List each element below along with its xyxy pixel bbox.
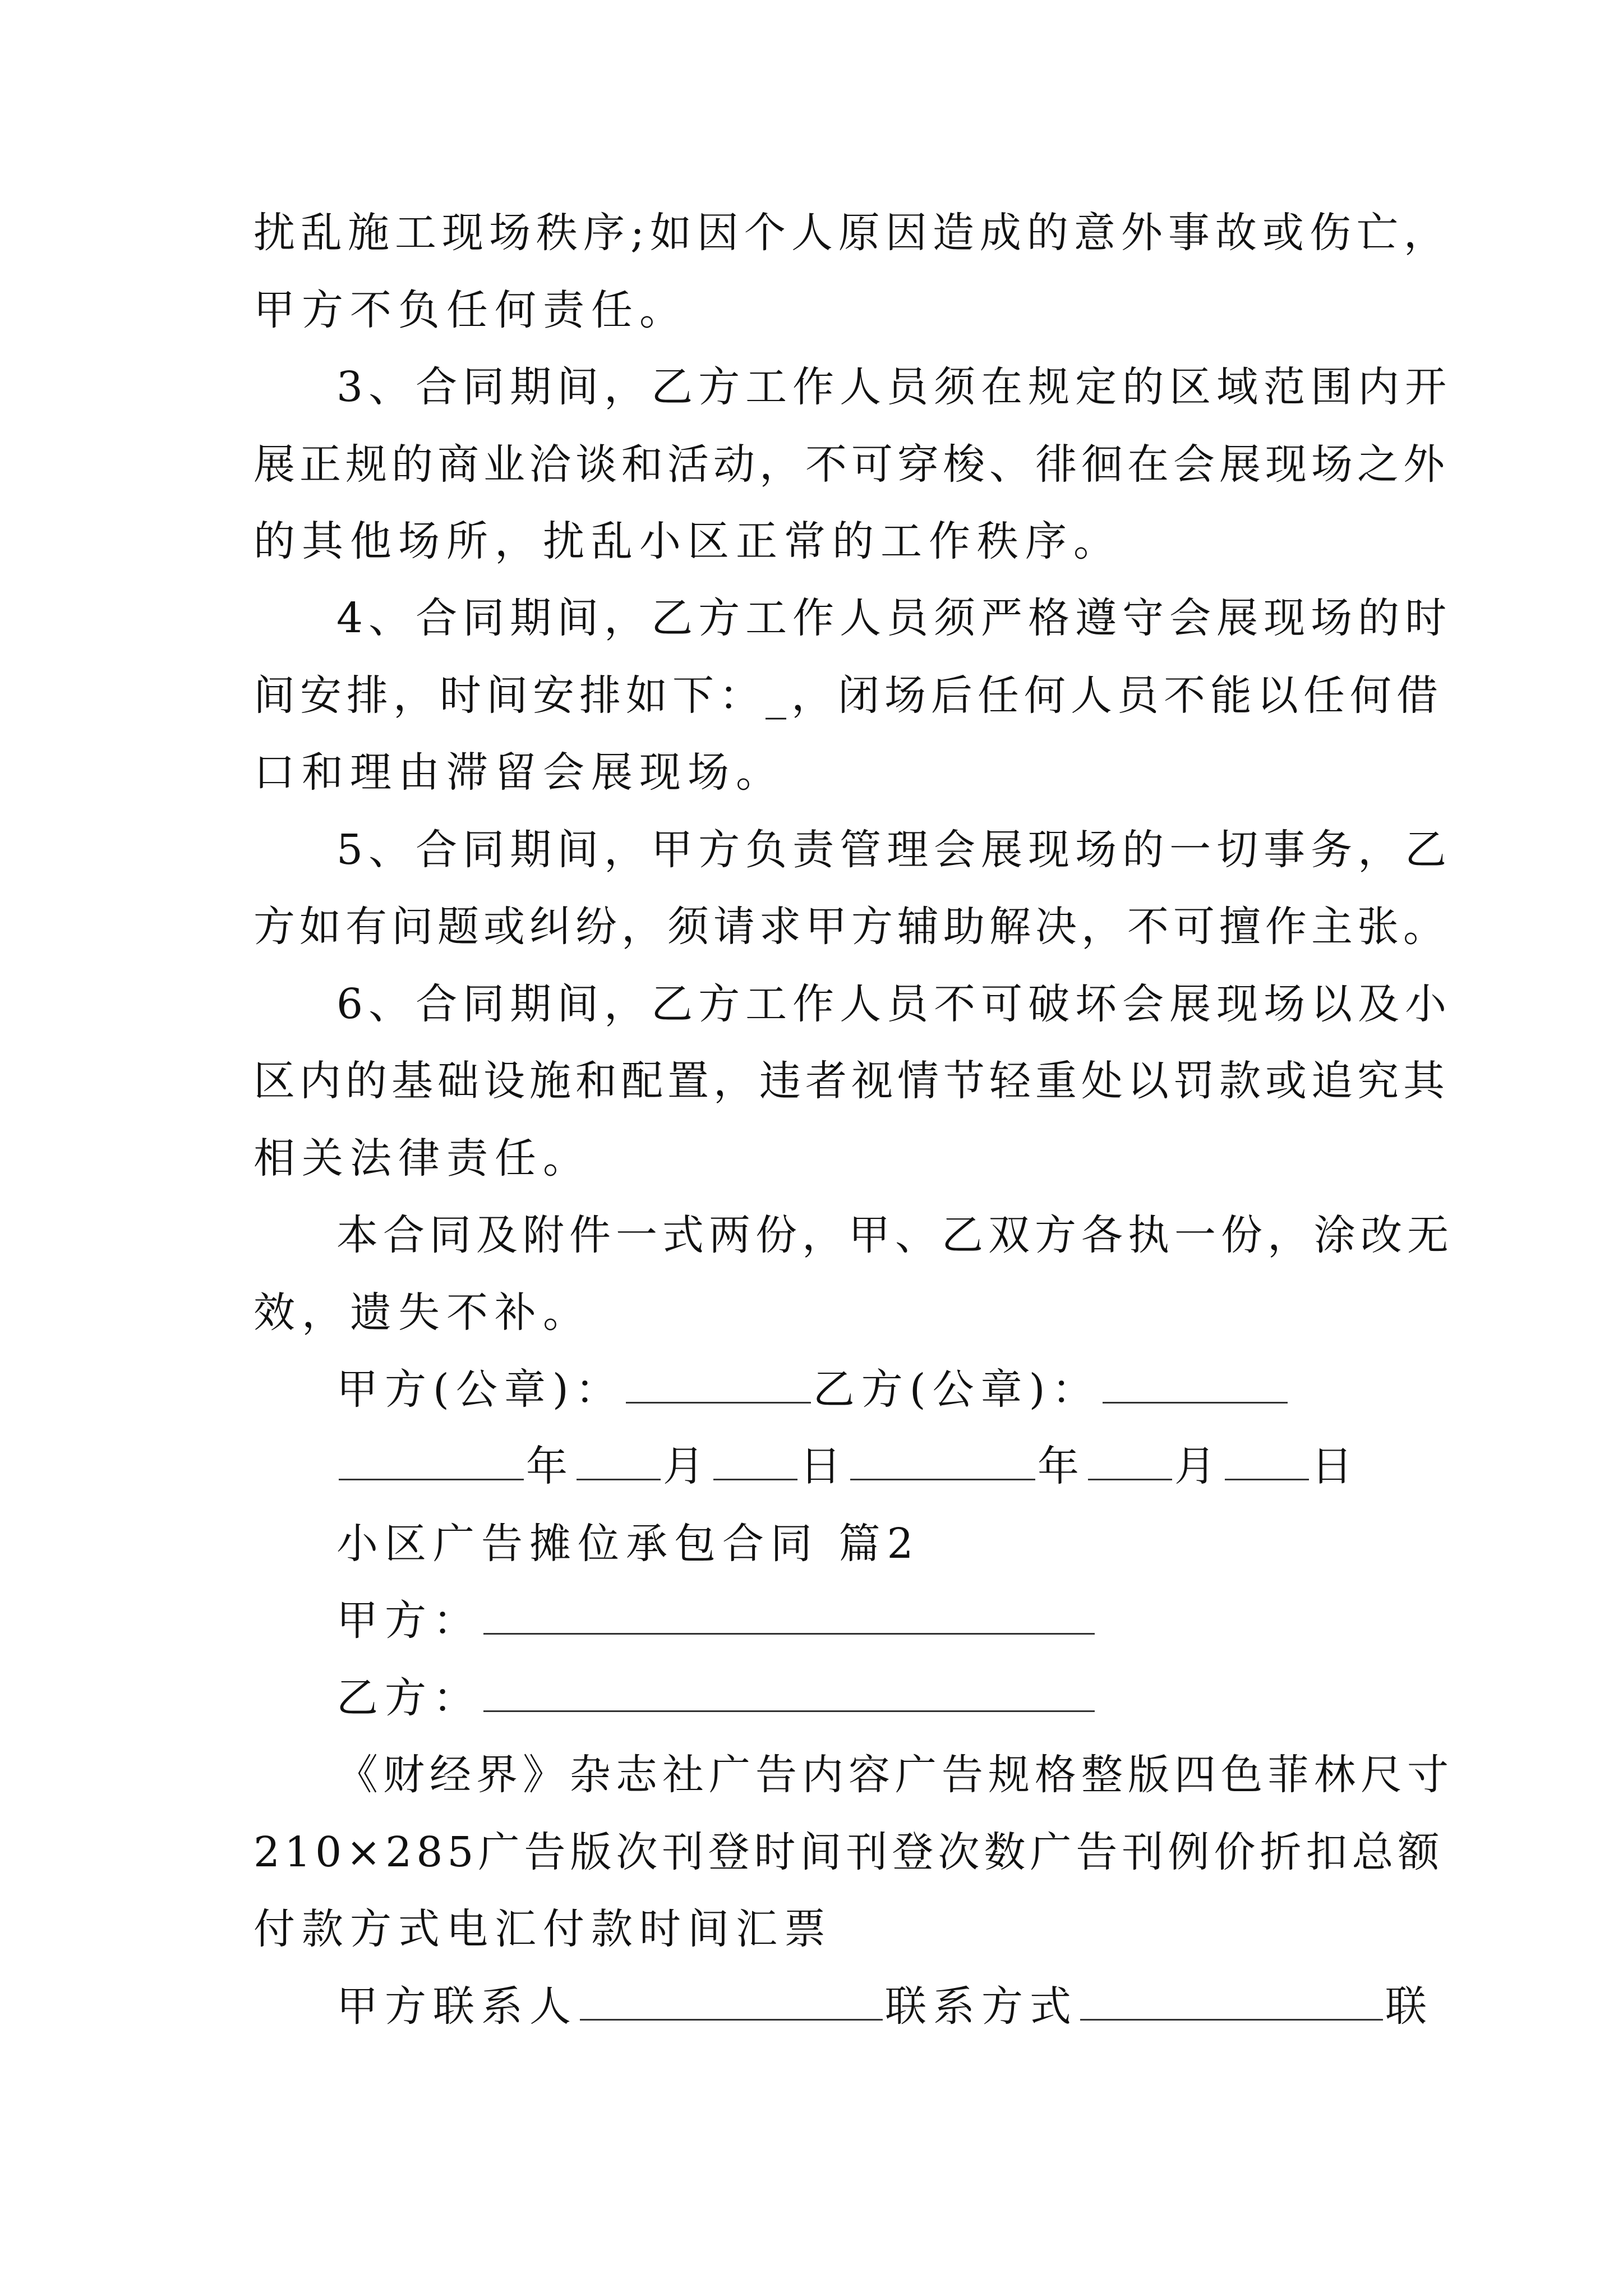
text-line: 口和理由滞留会展现场。 — [253, 748, 784, 797]
text-line: 方如有问题或纠纷，须请求甲方辅助解决，不可擅作主张。 — [253, 903, 1449, 951]
date-a-blank — [339, 1443, 524, 1480]
date-a-month: 月 — [663, 1442, 711, 1490]
date-a-day-blank — [713, 1443, 797, 1480]
text-line: 间安排，时间安排如下：_，闭场后任何人员不能以任何借 — [253, 671, 1443, 720]
party-b-blank — [483, 1674, 1095, 1712]
contact-blank — [580, 1983, 883, 2021]
date-b-month-blank — [1088, 1443, 1172, 1480]
text-line: 3、合同期间，乙方工作人员须在规定的区域范围内开 — [336, 363, 1453, 411]
seal-a-blank — [626, 1366, 811, 1404]
party-a-blank — [483, 1597, 1095, 1635]
date-b-day-blank — [1225, 1443, 1309, 1480]
contact-method-blank — [1080, 1983, 1383, 2021]
text-line: 展正规的商业洽谈和活动，不可穿梭、徘徊在会展现场之外 — [253, 440, 1449, 489]
contact-method-label: 联系方式 — [885, 1982, 1078, 2031]
text-line: 区内的基础设施和配置，违者视情节轻重处以罚款或追究其 — [253, 1057, 1449, 1105]
party-b-label: 乙方： — [336, 1674, 481, 1722]
party-b-line — [336, 1670, 1097, 1726]
date-a-month-blank — [577, 1443, 661, 1480]
text-line: 《财经界》杂志社广告内容广告规格整版四色菲林尺寸 — [336, 1751, 1454, 1799]
party-a-line — [336, 1593, 1097, 1649]
date-b-year: 年 — [1038, 1442, 1086, 1490]
date-line — [336, 1438, 1359, 1494]
text-line: 付款方式电汇付款时间汇票 — [253, 1905, 832, 1953]
text-line: 扰乱施工现场秩序;如因个人原因造成的意外事故或伤亡， — [253, 209, 1451, 257]
text-line: 6、合同期间，乙方工作人员不可破坏会展现场以及小 — [336, 980, 1453, 1028]
party-a-label: 甲方： — [336, 1596, 481, 1645]
text-line: 210×285广告版次刊登时间刊登次数广告刊例价折扣总额 — [253, 1828, 1444, 1876]
section-title: 小区广告摊位承包合同 篇2 — [336, 1520, 920, 1568]
date-b-day: 日 — [1311, 1442, 1359, 1490]
text-line: 5、合同期间，甲方负责管理会展现场的一切事务，乙 — [336, 826, 1453, 874]
contact-line — [336, 1978, 1433, 2035]
contact-tail: 联 — [1385, 1982, 1433, 2031]
text-line: 的其他场所，扰乱小区正常的工作秩序。 — [253, 517, 1122, 565]
text-line: 甲方不负任何责任。 — [253, 286, 688, 334]
text-line: 本合同及附件一式两份，甲、乙双方各执一份，涂改无 — [336, 1211, 1454, 1259]
seal-b-label: 乙方(公章)： — [813, 1365, 1100, 1414]
date-b-month: 月 — [1174, 1442, 1223, 1490]
text-line: 4、合同期间，乙方工作人员须严格遵守会展现场的时 — [336, 594, 1453, 642]
contact-label: 甲方联系人 — [336, 1982, 578, 2031]
text-line: 效，遗失不补。 — [253, 1289, 591, 1337]
seal-line — [336, 1361, 1290, 1418]
seal-a-label: 甲方(公章)： — [336, 1365, 624, 1414]
date-a-year: 年 — [526, 1442, 574, 1490]
date-b-blank — [850, 1443, 1035, 1480]
seal-b-blank — [1103, 1366, 1288, 1404]
date-a-day: 日 — [800, 1442, 848, 1490]
text-line: 相关法律责任。 — [253, 1134, 591, 1182]
